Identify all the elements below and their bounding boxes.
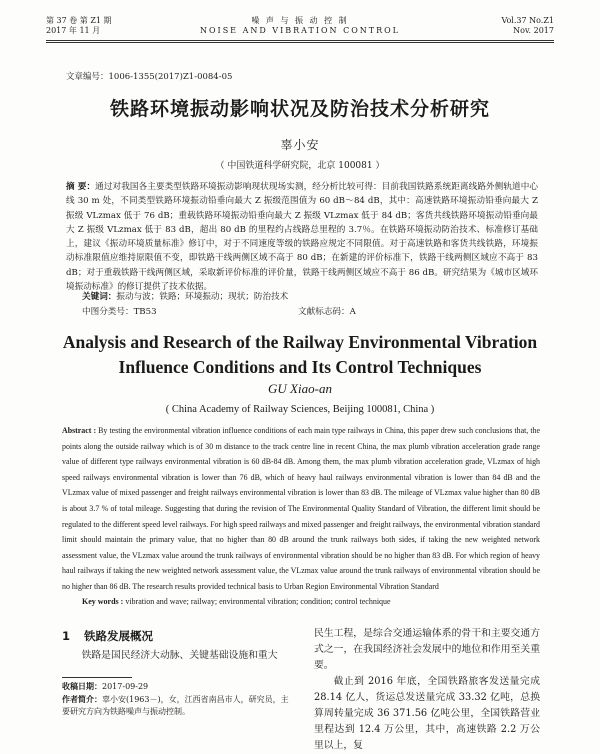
abstract-cn-label: 摘 要： (66, 182, 96, 192)
author-bio-label: 作者简介： (62, 694, 102, 704)
header-journal-cn: 噪 声 与 振 动 控 制 (251, 16, 349, 25)
abstract-cn-text: 通过对我国各主要类型铁路环境振动影响现状现场实测，经分析比较可得：目前我国铁路系统距离线路外侧轨道中心线 30 m 处，不同类型铁路环境振动铅垂向最大 Z 振级范围值为 60 dB～84 dB，其中：高速铁路环境振动铅垂向最大 Z 振级 VLzmax 低于 76 dB；重载铁路环境振动铅垂向最大 Z 振级 VLzmax 低于 84 dB；客货共线铁路环境振动铅垂向最大 Z 振级 VLzmax 低于 83 dB，超出 80 dB 的里程约占线路总里程的 3.7％。在铁路环境振动防治技术、标准修订基础上，建议《振动环境质量标准》修订中，对于不同速度等级的铁路应规定不同限值。对于高速铁路和客货共线铁路，环境振动标准限值应维持原限值不变，即铁路干线两侧区域不高于 80 dB；在新建的评价标准下，铁路干线两侧区域应不高于 83 dB；对于重载铁路干线两侧区域，采取新评价标准的评价量，铁路干线两侧区域应不高于 86 dB。研究结果为《城市区域环境振动标准》的修订提供了技术依据。 (66, 182, 538, 293)
title-en-line1: Analysis and Research of the Railway Environmental Vibration (62, 332, 538, 352)
header-issue-info-en (501, 16, 554, 36)
keywords-cn (82, 290, 538, 304)
abstract-en-text: By testing the environmental vibration influence conditions of each main type railways in China, this paper drew such conclusions that, the points along the outside railway which is of 30 m distance to the track centre line in recent China, the max plumb vibration acceleration grade range value of different type railways environmental vibration is 60 dB-84 dB. Among them, the max plumb vibration acceleration grade, VLzmax of high speed railways environmental vibration is lower than 76 dB, which of heavy haul railways environmental vibration is lower than 84 dB and the VLzmax value of mixed passenger and freight railways environmental vibration is lower than 83 dB. The mileage of VLzmax value higher than 80 dB is about 3.7 % of total mileage. Suggesting that during the revision of The Environmental Quality Standard of Vibration, the different limit should be regulated to the different speed level railways. For high speed railways and mixed passenger and freight railways, the environmental vibration standard limit should maintain the primary value, that no higher than 80 dB around the trunk railways both sides, if taking the new weighted network assessment value, the VLzmax value around the trunk railways of environmental vibration should be no higher than 83 dB. For which region of heavy haul railways if taking the new weighted network assessment value, the VLzmax value around the trunk railways of environmental vibration should be no higher than 86 dB. The research results provided technical basis to Urban Region Environmental Vibration Standard (62, 426, 540, 591)
section-number: 1 (62, 629, 71, 643)
author-cn: 辜小安 (280, 138, 320, 152)
section-title: 铁路发展概况 (84, 629, 154, 643)
classification-row (82, 305, 356, 319)
body-column-right (314, 626, 540, 754)
article-number: 文章编号：1006-1355(2017)Z1-0084-05 (66, 72, 233, 82)
keywords-en-text: vibration and wave; railway; environmental vibration; condition; control technique (123, 597, 391, 606)
clc-label: 中图分类号： (82, 307, 134, 317)
page-title-cn: 铁路环境振动影响状况及防治技术分析研究 (109, 98, 490, 120)
body-paragraph-right-2: 截止到 2016 年底，全国铁路旅客发送量完成 28.14 亿人，货运总发送量完成 33.32 亿吨，总换算周转量完成 36 371.56 亿吨公里，全国铁路营业里程达到 12.4 万公里，其中，高速铁路 2.2 万公里以上，复 (314, 676, 540, 751)
keywords-en-label: Key words : (82, 597, 124, 606)
header-date-en: Nov. 2017 (513, 26, 554, 35)
footnotes (62, 681, 294, 719)
body-paragraph-left: 铁路是国民经济大动脉、关键基础设施和重大 (81, 650, 278, 661)
abstract-en-label: Abstract : (62, 426, 97, 435)
received-label: 收稿日期： (62, 682, 102, 691)
author-en: GU Xiao-an (268, 381, 332, 396)
header-volume-en: Vol.37 No.Z1 (501, 16, 554, 25)
title-en-line2: Influence Conditions and Its Control Techniques (118, 357, 482, 377)
keywords-en (82, 596, 538, 608)
footnote-rule (62, 677, 132, 678)
header-volume: 第 37 卷 第 Z1 期 (46, 16, 112, 25)
document-code (298, 305, 356, 319)
header-journal-en: NOISE AND VIBRATION CONTROL (199, 26, 400, 35)
affiliation-cn: （ 中国铁道科学研究院，北京 100081 ） (215, 161, 385, 171)
page-title-en (0, 330, 600, 380)
header-date: 2017 年 11 月 (46, 26, 101, 35)
clc-value: TB53 (133, 307, 157, 317)
keywords-cn-text: 振动与波；铁路；环境振动；现状；防治技术 (116, 292, 289, 302)
affiliation-en: ( China Academy of Railway Sciences, Beijing 100081, China ) (165, 404, 435, 415)
header-rule (46, 40, 554, 43)
doc-code-value: A (349, 307, 356, 317)
author-bio: 辜小安(1963－)，女，江西省南昌市人，研究员，主要研究方向为铁路噪声与振动控制。 (62, 694, 289, 716)
received-date: 2017-09-29 (102, 682, 149, 691)
footnote-author (62, 694, 294, 719)
section-heading (62, 628, 153, 644)
body-paragraph-right-1: 民生工程，是综合交通运输体系的骨干和主要交通方式之一，在我国经济社会发展中的地位和作用至关重要。 (314, 628, 540, 671)
abstract-cn (66, 180, 538, 294)
abstract-en (62, 423, 540, 595)
footnote-received (62, 681, 294, 694)
doc-code-label: 文献标志码： (298, 307, 350, 317)
keywords-cn-label: 关键词： (82, 292, 117, 302)
